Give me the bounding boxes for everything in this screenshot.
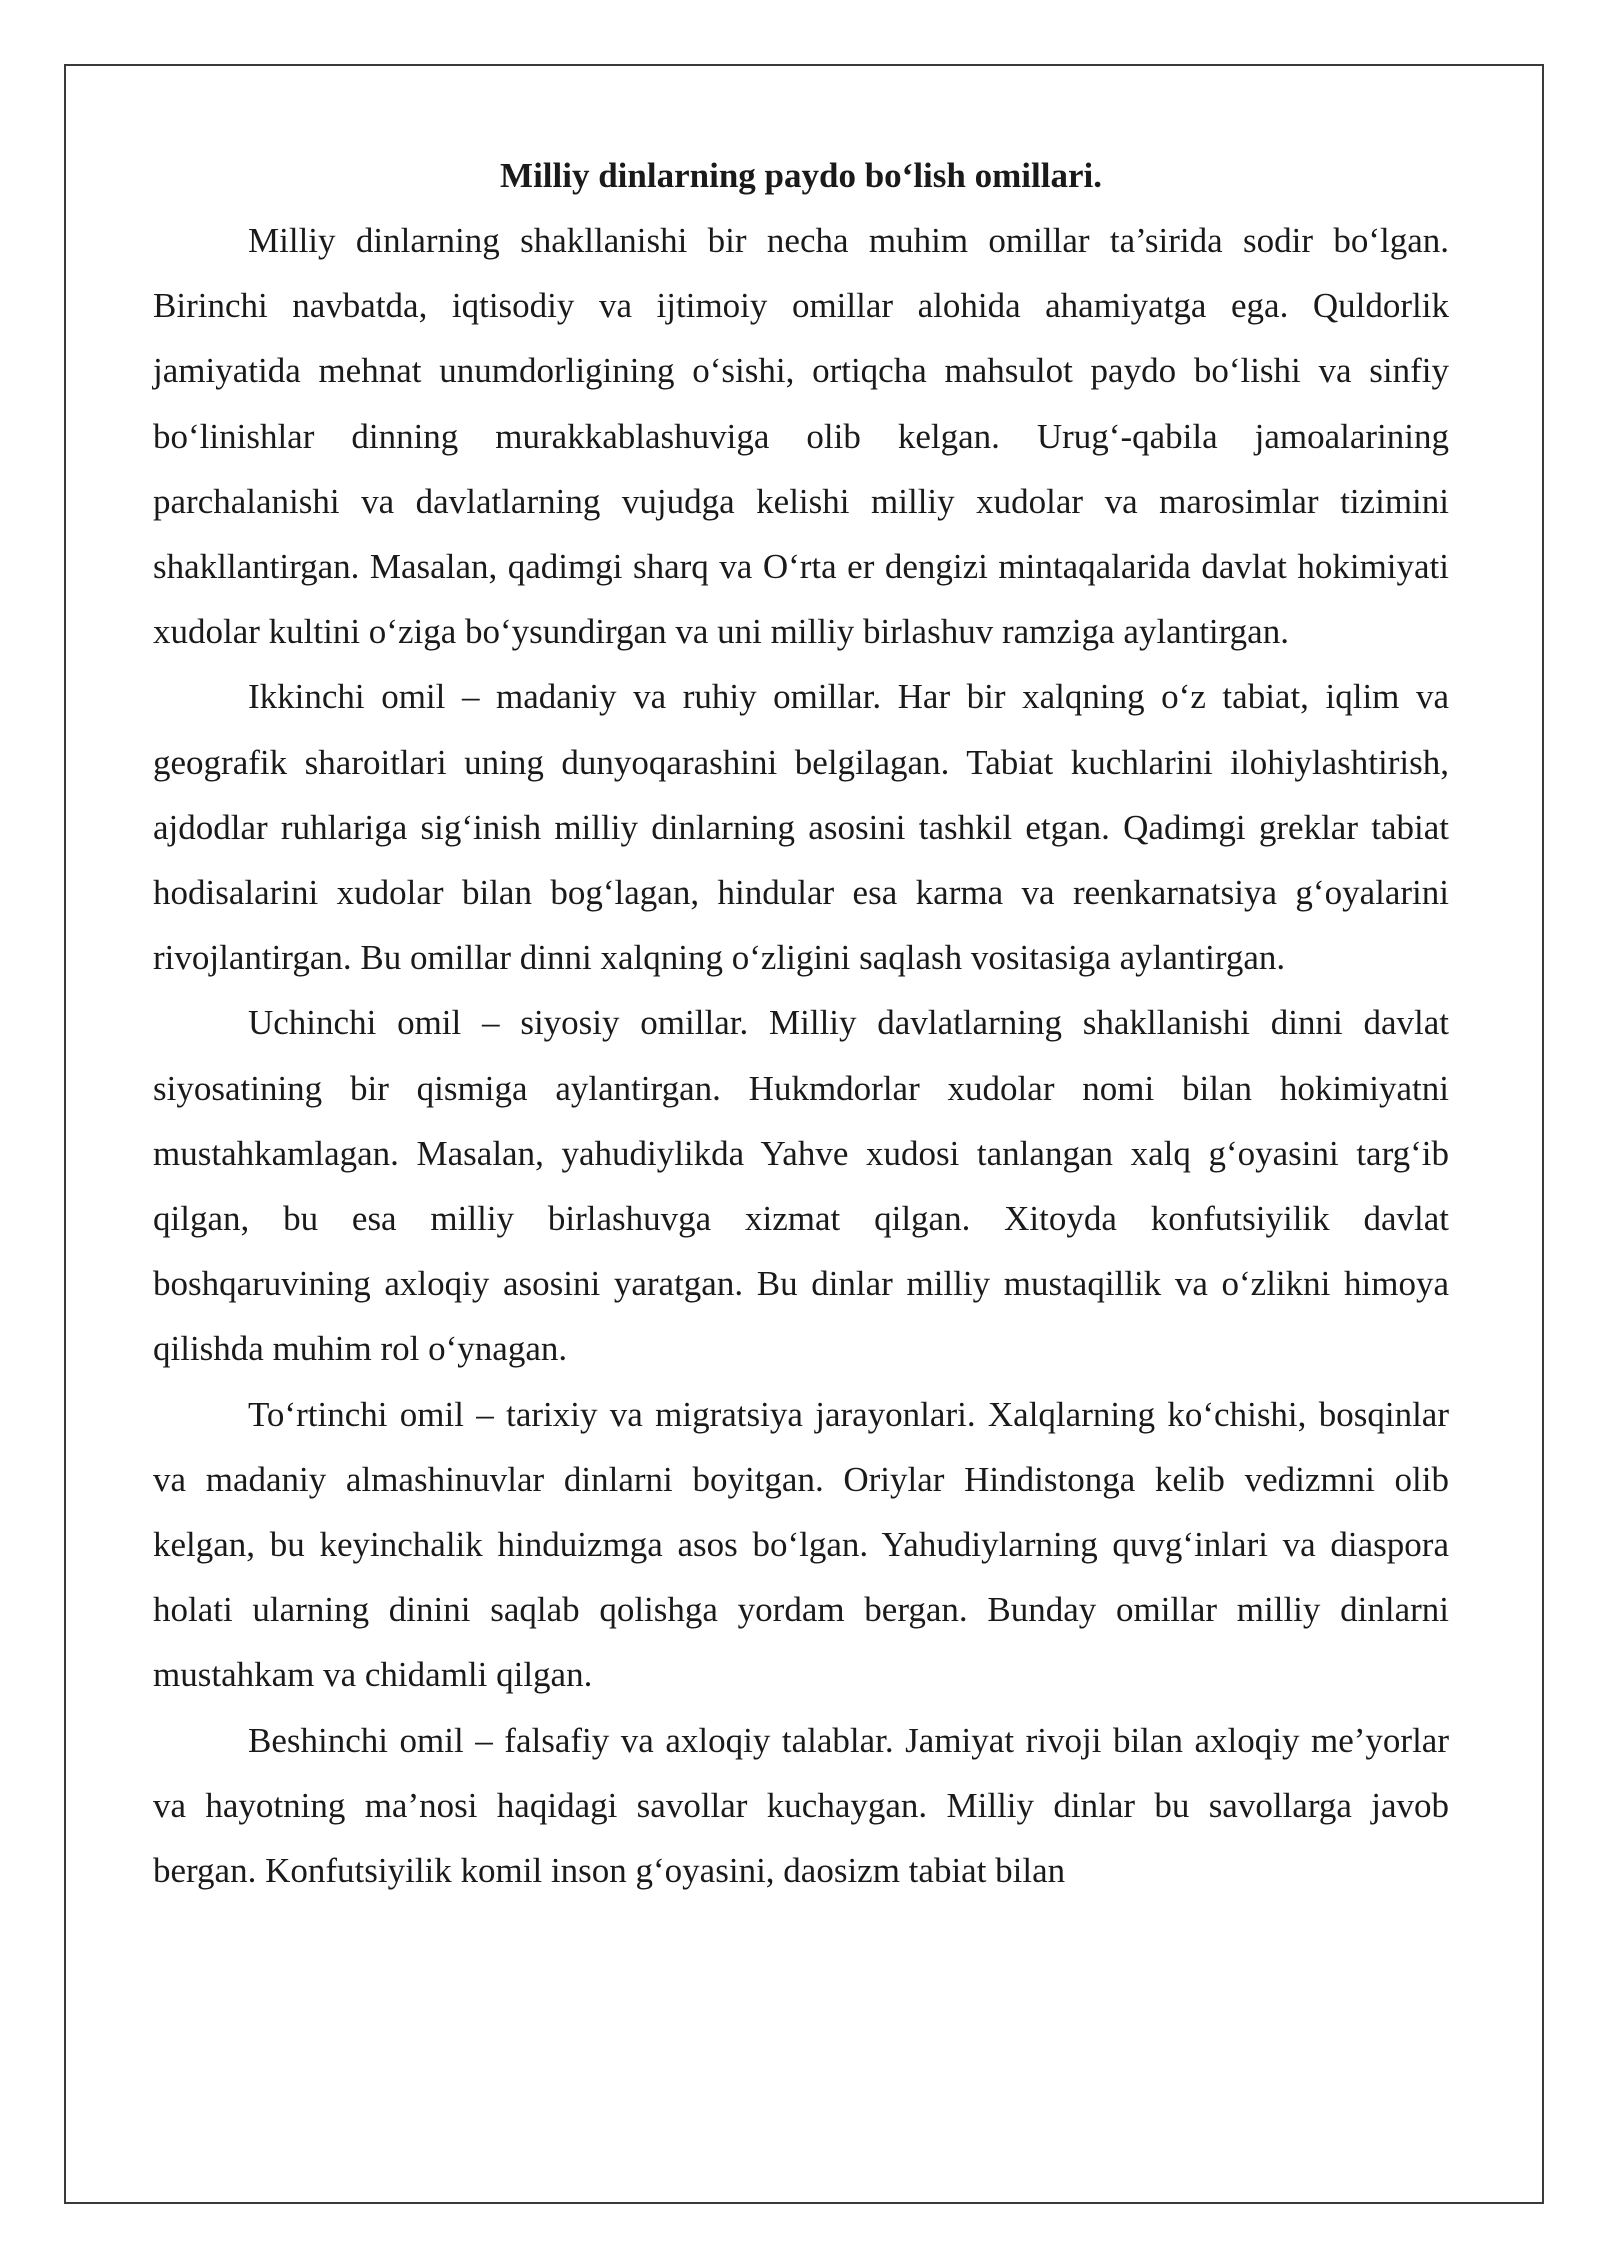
document-body	[153, 152, 1449, 1903]
paragraph-political-factors: Uchinchi omil – siyosiy omillar. Milliy davlatlarning shakllanishi dinni davlat siyosatining bir qismiga aylantirgan. Hukmdorlar xudolar nomi bilan hokimiyatni mustahkamlagan. Masalan, yahudiylikda Yahve xudosi tanlangan xalq g‘oyasini targ‘ib qilgan, bu esa milliy birlashuvga xizmat qilgan. Xitoyda konfutsiyilik davlat boshqaruvining axloqiy asosini yaratgan. Bu dinlar milliy mustaqillik va o‘zlikni himoya qilishda muhim rol o‘ynagan.	[153, 1003, 1449, 1369]
paragraph-historical-factors: To‘rtinchi omil – tarixiy va migratsiya jarayonlari. Xalqlarning ko‘chishi, bosqinlar va madaniy almashinuvlar dinlarni boyitgan. Oriylar Hindistonga kelib vedizmni olib kelgan, bu keyinchalik hinduizmga asos bo‘lgan. Yahudiylarning quvg‘inlari va diaspora holati ularning dinini saqlab qolishga yordam bergan. Bunday omillar milliy dinlarni mustahkam va chidamli qilgan.	[153, 1394, 1449, 1695]
paragraph-cultural-factors: Ikkinchi omil – madaniy va ruhiy omillar. Har bir xalqning o‘z tabiat, iqlim va geografik sharoitlari uning dunyoqarashini belgilagan. Tabiat kuchlarini ilohiylashtirish, ajdodlar ruhlariga sig‘inish milliy dinlarning asosini tashkil etgan. Qadimgi greklar tabiat hodisalarini xudolar bilan bog‘lagan, hindular esa karma va reenkarnatsiya g‘oyalarini rivojlantirgan. Bu omillar dinni xalqning o‘zligini saqlash vositasiga aylantirgan.	[153, 677, 1449, 978]
paragraph-economic-factors: Milliy dinlarning shakllanishi bir necha muhim omillar ta’sirida sodir bo‘lgan. Birinchi navbatda, iqtisodiy va ijtimoiy omillar alohida ahamiyatga ega. Quldorlik jamiyatida mehnat unumdorligining o‘sishi, ortiqcha mahsulot paydo bo‘lishi va sinfiy bo‘linishlar dinning murakkablashuviga olib kelgan. Urug‘-qabila jamoalarining parchalanishi va davlatlarning vujudga kelishi milliy xudolar va marosimlar tizimini shakllantirgan. Masalan, qadimgi sharq va O‘rta er dengizi mintaqalarida davlat hokimiyati xudolar kultini o‘ziga bo‘ysundirgan va uni milliy birlashuv ramziga aylantirgan.	[153, 221, 1449, 652]
document-title: Milliy dinlarning paydo bo‘lish omillari.	[500, 156, 1102, 195]
paragraph-philosophical-factors: Beshinchi omil – falsafiy va axloqiy talablar. Jamiyat rivoji bilan axloqiy me’yorlar va hayotning ma’nosi haqidagi savollar kuchaygan. Milliy dinlar bu savollarga javob bergan. Konfutsiyilik komil inson g‘oyasini, daosizm tabiat bilan	[153, 1720, 1449, 1891]
